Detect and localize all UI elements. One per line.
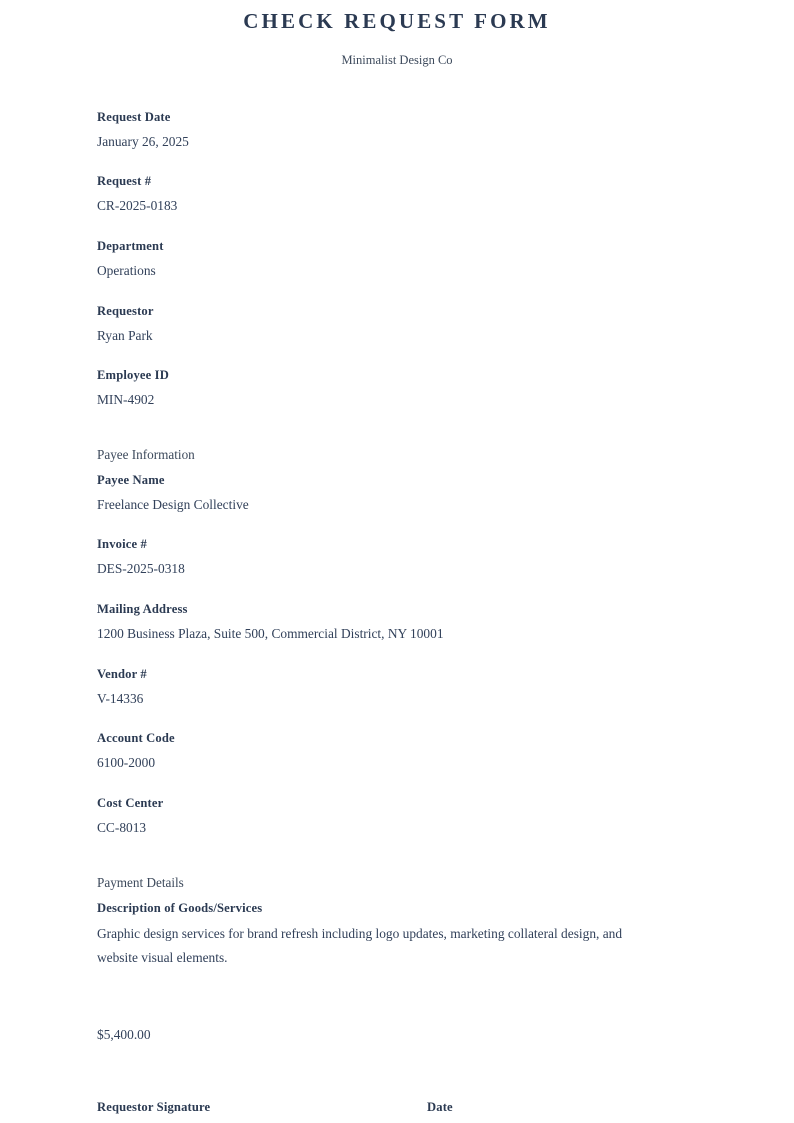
field-value: 1200 Business Plaza, Suite 500, Commercial District, NY 10001 xyxy=(97,625,444,641)
section-heading-payee: Payee Information xyxy=(97,446,195,462)
field-department xyxy=(97,237,697,282)
field-mailing-address xyxy=(97,600,697,645)
field-label: Vendor # xyxy=(97,666,147,681)
date-column xyxy=(427,1098,757,1117)
field-label: Employee ID xyxy=(97,368,169,383)
field-value: Ryan Park xyxy=(97,327,153,343)
field-label: Request # xyxy=(97,174,152,189)
amount-value: $5,400.00 xyxy=(97,1027,151,1043)
signature-date-label: Date xyxy=(427,1100,453,1115)
field-value: Graphic design services for brand refresh including logo updates, marketing collateral design, and website visual elements. xyxy=(97,926,623,965)
field-label: Mailing Address xyxy=(97,602,188,617)
field-request-number xyxy=(97,172,697,217)
field-label: Account Code xyxy=(97,731,175,746)
payment-details-section xyxy=(97,873,697,1046)
page-title: CHECK REQUEST FORM xyxy=(243,9,551,33)
field-label: Cost Center xyxy=(97,796,164,811)
field-value: January 26, 2025 xyxy=(97,133,189,149)
field-employee-id xyxy=(97,366,697,411)
signature-section xyxy=(97,1098,697,1117)
section-heading-payment: Payment Details xyxy=(97,874,184,890)
field-description xyxy=(97,899,697,970)
payee-information-section xyxy=(97,445,697,839)
field-vendor-number xyxy=(97,665,697,710)
request-info-section xyxy=(97,108,697,411)
field-value: DES-2025-0318 xyxy=(97,561,185,577)
field-payee-name xyxy=(97,471,697,516)
signature-column xyxy=(97,1098,427,1117)
field-label: Request Date xyxy=(97,109,171,124)
field-account-code xyxy=(97,729,697,774)
field-label: Department xyxy=(97,239,164,253)
field-value: CR-2025-0183 xyxy=(97,198,178,214)
field-label: Invoice # xyxy=(97,537,147,552)
field-amount xyxy=(97,1025,697,1046)
field-label: Requestor xyxy=(97,303,154,318)
document-header xyxy=(97,0,697,69)
field-requestor xyxy=(97,302,697,347)
field-label: Payee Name xyxy=(97,472,165,487)
field-value: V-14336 xyxy=(97,690,144,706)
organization-name: Minimalist Design Co xyxy=(341,53,453,68)
field-value: MIN-4902 xyxy=(97,392,155,408)
field-cost-center xyxy=(97,794,697,839)
field-value: 6100-2000 xyxy=(97,755,156,771)
field-value: Freelance Design Collective xyxy=(97,496,249,512)
field-invoice-number xyxy=(97,535,697,580)
field-value: CC-8013 xyxy=(97,819,147,835)
field-label: Description of Goods/Services xyxy=(97,900,263,915)
requestor-signature-label: Requestor Signature xyxy=(97,1100,211,1115)
field-request-date xyxy=(97,108,697,153)
field-value: Operations xyxy=(97,262,156,278)
